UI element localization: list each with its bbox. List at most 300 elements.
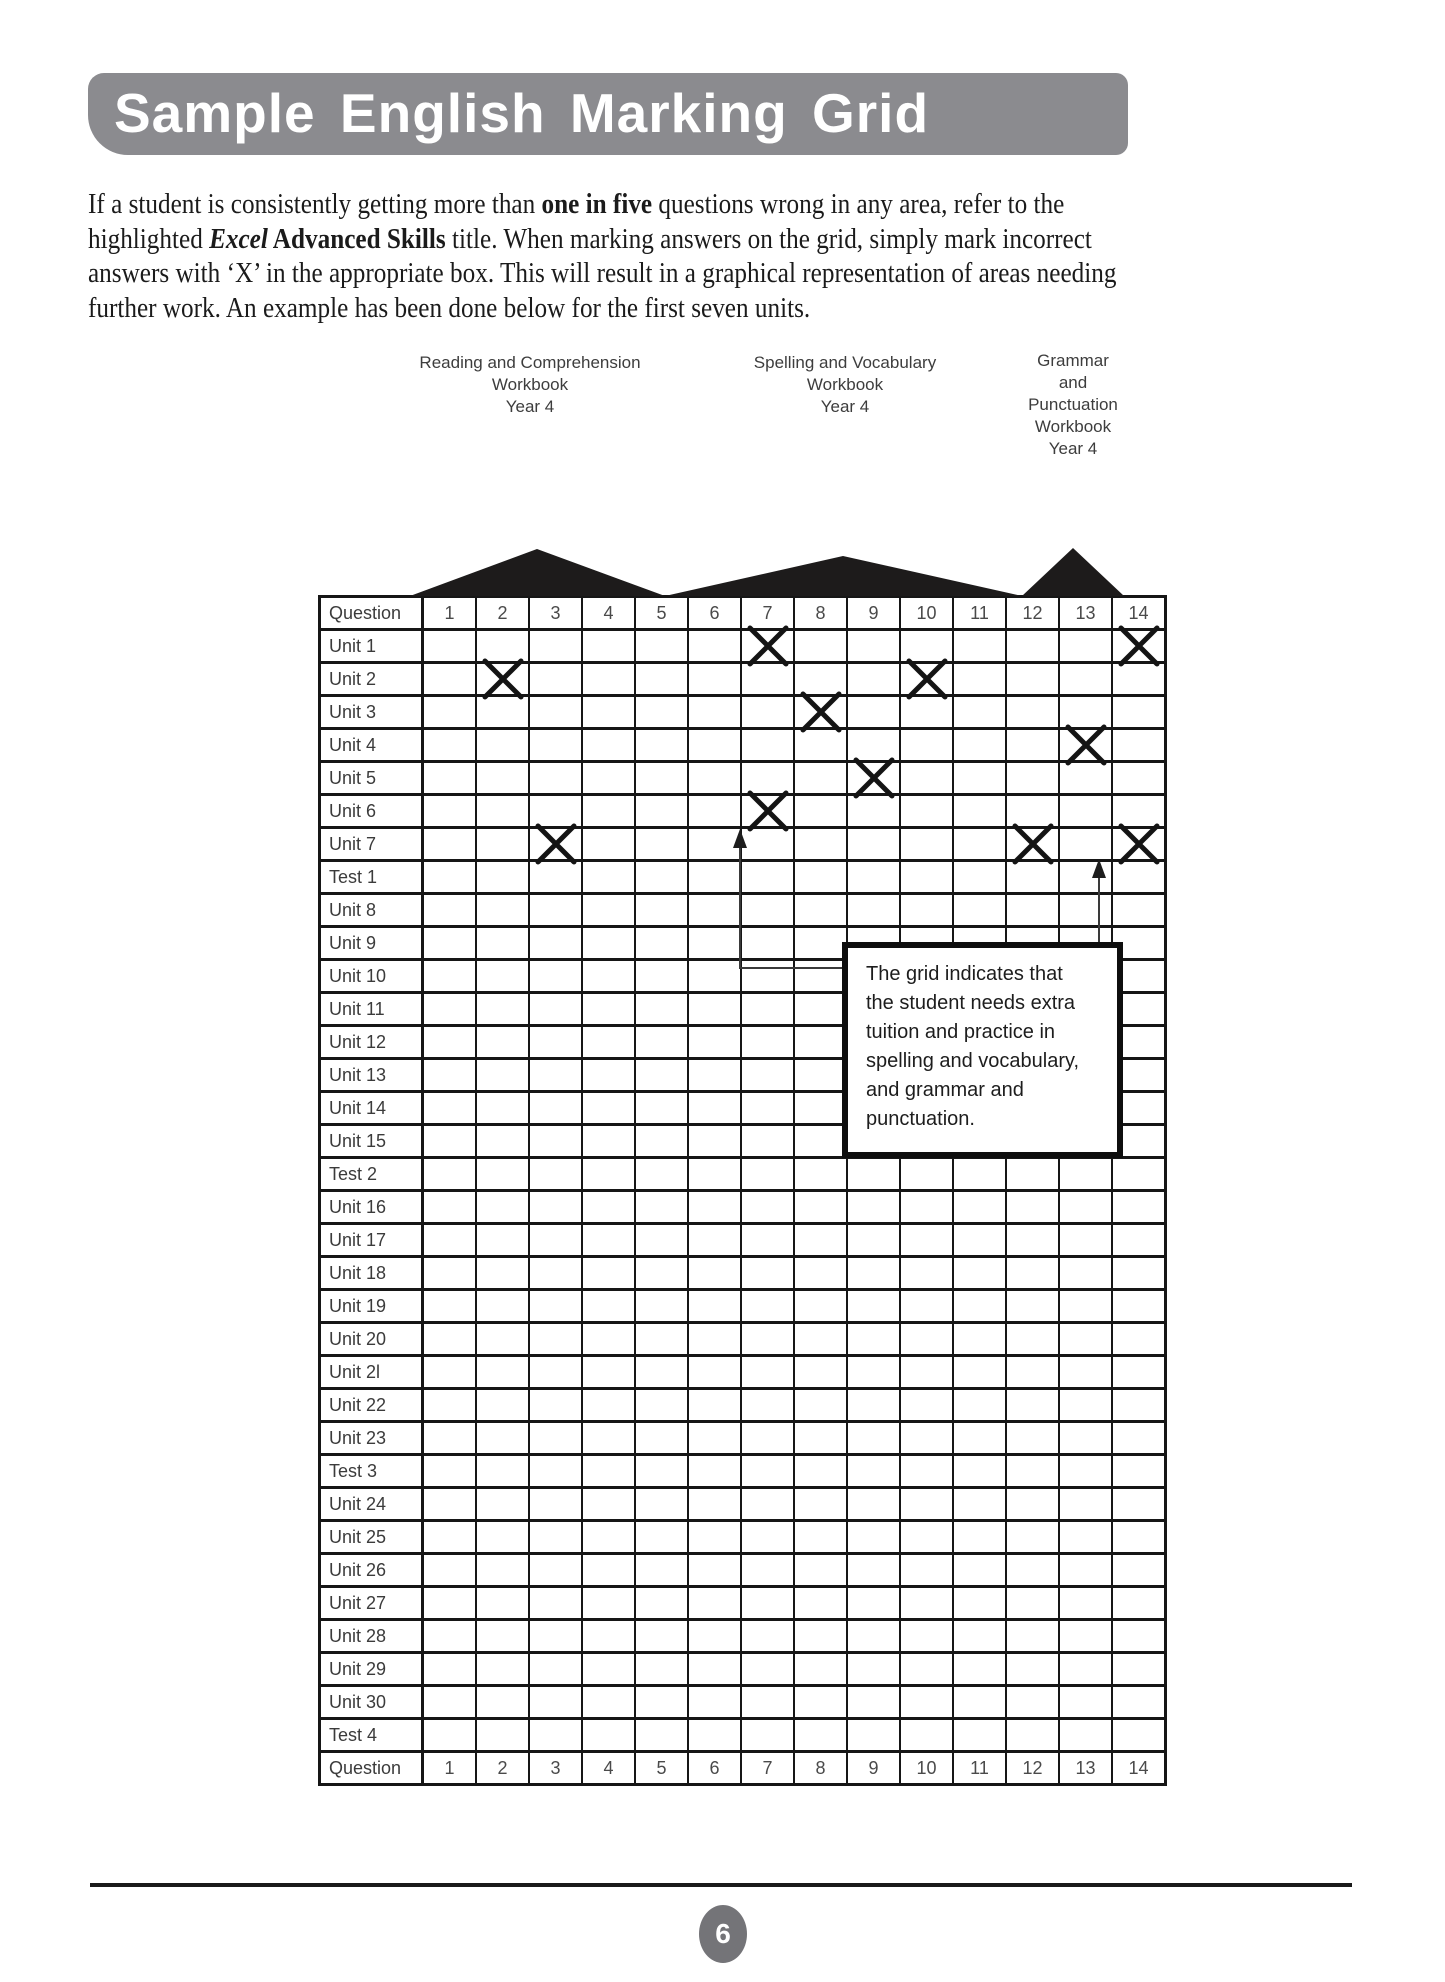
marking-grid-body [320,597,1166,1785]
grid-cell [953,630,1006,663]
grid-cell [635,1719,688,1752]
grid-cell [953,1389,1006,1422]
grid-cell [688,663,741,696]
table-row [320,663,1166,696]
grid-cell [847,1521,900,1554]
grid-cell [423,1587,477,1620]
grid-row-label: Unit 24 [320,1488,423,1521]
grid-cell [582,795,635,828]
grid-row-label: Test 4 [320,1719,423,1752]
grid-cell [900,1389,953,1422]
grid-cell [847,1719,900,1752]
grid-cell [688,1521,741,1554]
grid-cell [953,1257,1006,1290]
grid-cell [635,894,688,927]
grid-cell [1006,1356,1059,1389]
grid-cell [688,1389,741,1422]
grid-cell [1006,696,1059,729]
table-row [320,1455,1166,1488]
grid-cell [423,894,477,927]
grid-cell [635,1653,688,1686]
grid-column-header: 9 [847,1752,900,1785]
grid-cell [529,1719,582,1752]
grid-cell [847,663,900,696]
grid-cell [794,1092,847,1125]
grid-cell [847,1587,900,1620]
grid-column-header: 14 [1112,1752,1166,1785]
grid-cell [476,993,529,1026]
grid-cell [635,1587,688,1620]
grid-cell [847,1224,900,1257]
callout-text-line: the student needs extra [866,992,1076,1014]
grid-cell [635,795,688,828]
grid-column-header: 7 [741,597,794,630]
grid-cell [582,663,635,696]
grid-cell [582,1158,635,1191]
grid-cell [1059,894,1112,927]
grid-cell [953,1620,1006,1653]
grid-cell [1059,1422,1112,1455]
grid-column-header: 10 [900,1752,953,1785]
grid-cell [688,1587,741,1620]
grid-cell [953,828,1006,861]
grid-cell [847,1356,900,1389]
grid-cell [529,1257,582,1290]
grid-cell [794,1389,847,1422]
grid-cell [741,1620,794,1653]
grid-cell [794,1455,847,1488]
table-row [320,1719,1166,1752]
grid-cell [688,729,741,762]
grid-cell [476,960,529,993]
grid-cell [794,993,847,1026]
grid-corner-header: Question [320,1752,423,1785]
x-mark-icon [1116,822,1162,866]
grid-cell [741,696,794,729]
page-number: 6 [715,1918,731,1949]
grid-cell [1059,828,1112,861]
grid-cell [423,1686,477,1719]
table-row [320,1488,1166,1521]
grid-cell [1006,1257,1059,1290]
grid-cell [582,828,635,861]
grid-cell [741,729,794,762]
grid-cell [635,861,688,894]
page-number-badge [699,1905,747,1963]
grid-cell [741,1488,794,1521]
grid-cell [582,630,635,663]
table-row [320,1290,1166,1323]
grid-cell [953,1455,1006,1488]
grid-cell [635,630,688,663]
table-row [320,696,1166,729]
grid-row-label: Unit 3 [320,696,423,729]
grid-cell [794,795,847,828]
grid-cell [1006,1554,1059,1587]
grid-cell [476,861,529,894]
grid-cell [476,1125,529,1158]
grid-cell [476,1224,529,1257]
grid-cell [529,1323,582,1356]
grid-cell [1006,1686,1059,1719]
grid-cell [741,1686,794,1719]
grid-cell [794,1059,847,1092]
grid-cell [635,1455,688,1488]
grid-row-label: Unit 23 [320,1422,423,1455]
grid-cell [1059,1389,1112,1422]
grid-cell [741,894,794,927]
grid-cell [1112,1488,1166,1521]
grid-cell [582,927,635,960]
grid-column-header: 5 [635,597,688,630]
grid-column-header: 4 [582,597,635,630]
grid-cell [476,1488,529,1521]
grid-cell [900,795,953,828]
grid-column-header: 8 [794,597,847,630]
grid-cell [794,1026,847,1059]
grid-cell [529,762,582,795]
grid-cell [423,1554,477,1587]
grid-row-label: Unit 19 [320,1290,423,1323]
grid-column-header: 11 [953,1752,1006,1785]
grid-column-header: 2 [476,1752,529,1785]
grid-cell [741,1422,794,1455]
grid-cell [900,828,953,861]
grid-cell [529,1026,582,1059]
grid-cell [529,1290,582,1323]
grid-cell [423,960,477,993]
grid-cell [900,1653,953,1686]
grid-cell [741,1719,794,1752]
grid-cell [582,1224,635,1257]
grid-cell [582,1323,635,1356]
grid-cell [529,1191,582,1224]
grid-cell [423,1356,477,1389]
grid-cell [1006,1389,1059,1422]
grid-cell [688,1323,741,1356]
grid-cell [741,1224,794,1257]
grid-cell [635,1191,688,1224]
grid-cell [423,1653,477,1686]
grid-cell [953,795,1006,828]
grid-cell [847,1686,900,1719]
grid-cell [688,1422,741,1455]
grid-cell [953,861,1006,894]
grid-cell [1059,1455,1112,1488]
grid-cell [794,828,847,861]
grid-cell [688,1620,741,1653]
grid-cell [741,1455,794,1488]
workbook-label-line: Workbook [806,375,884,394]
grid-cell [900,1719,953,1752]
grid-cell [582,696,635,729]
grid-cell [529,993,582,1026]
grid-cell [476,828,529,861]
grid-row-label: Unit 12 [320,1026,423,1059]
grid-cell [900,1257,953,1290]
grid-cell [1006,729,1059,762]
grid-cell [1059,1257,1112,1290]
grid-cell [423,1125,477,1158]
grid-cell [794,894,847,927]
grid-cell [794,630,847,663]
grid-cell [635,1554,688,1587]
grid-cell [1112,696,1166,729]
grid-cell [900,729,953,762]
grid-cell [1006,1323,1059,1356]
grid-cell [529,1653,582,1686]
workbook-label-line: Workbook [1034,417,1112,436]
grid-cell [794,696,847,729]
grid-cell [1112,1455,1166,1488]
grid-cell [900,1488,953,1521]
grid-column-header: 11 [953,597,1006,630]
triangle-marker-spelling [665,556,1022,596]
table-row [320,1686,1166,1719]
grid-row-label: Unit 25 [320,1521,423,1554]
grid-cell [423,1323,477,1356]
grid-cell [1059,1554,1112,1587]
grid-cell [476,1455,529,1488]
table-row [320,1224,1166,1257]
workbook-label-line: Punctuation [1028,395,1118,414]
grid-cell [529,663,582,696]
grid-cell [529,1488,582,1521]
grid-cell [688,828,741,861]
grid-cell [794,1224,847,1257]
grid-cell [1059,1224,1112,1257]
grid-cell [741,1125,794,1158]
grid-cell [476,1356,529,1389]
grid-cell [741,1257,794,1290]
grid-cell [1006,1521,1059,1554]
grid-cell [688,1356,741,1389]
grid-cell [688,762,741,795]
grid-cell [476,1554,529,1587]
grid-cell [635,1257,688,1290]
grid-cell [900,1290,953,1323]
grid-column-header: 13 [1059,597,1112,630]
grid-cell [1006,1158,1059,1191]
grid-cell [582,861,635,894]
grid-cell [688,861,741,894]
grid-cell [423,993,477,1026]
x-mark-icon [851,756,897,800]
grid-cell [1006,1455,1059,1488]
table-row [320,1521,1166,1554]
grid-cell [1112,1719,1166,1752]
grid-cell [900,1356,953,1389]
grid-cell [1006,1290,1059,1323]
grid-cell [1112,1587,1166,1620]
grid-cell [953,1653,1006,1686]
grid-cell [1006,1719,1059,1752]
grid-cell [688,795,741,828]
workbook-label-line: Year 4 [820,397,870,416]
grid-cell [741,1059,794,1092]
grid-cell [953,1554,1006,1587]
grid-cell [741,927,794,960]
grid-cell [582,729,635,762]
workbook-label-line: Year 4 [505,397,555,416]
grid-cell [1006,630,1059,663]
grid-row-label: Test 1 [320,861,423,894]
grid-cell [688,1290,741,1323]
grid-cell [635,1158,688,1191]
workbook-label-line: Year 4 [1048,439,1098,458]
x-mark-icon [745,624,791,668]
table-row [320,894,1166,927]
grid-column-header: 10 [900,597,953,630]
grid-cell [635,1422,688,1455]
grid-cell [1112,630,1166,663]
grid-cell [423,1191,477,1224]
table-row [320,1587,1166,1620]
grid-cell [1112,1653,1166,1686]
grid-row-label: Unit 16 [320,1191,423,1224]
grid-cell [900,1620,953,1653]
grid-cell [476,1257,529,1290]
grid-column-header: 6 [688,1752,741,1785]
grid-cell [953,1323,1006,1356]
grid-cell [1112,729,1166,762]
grid-cell [476,1620,529,1653]
grid-column-header: 14 [1112,597,1166,630]
grid-cell [423,1620,477,1653]
callout-text-line: and grammar and [866,1079,1024,1101]
grid-row-label: Unit 7 [320,828,423,861]
grid-cell [476,729,529,762]
grid-cell [1059,1587,1112,1620]
grid-cell [1006,1620,1059,1653]
grid-cell [635,1488,688,1521]
grid-cell [688,1257,741,1290]
grid-cell [847,1158,900,1191]
grid-cell [741,1158,794,1191]
grid-cell [476,1521,529,1554]
grid-cell [529,729,582,762]
grid-cell [741,795,794,828]
grid-cell [688,1653,741,1686]
grid-cell [1112,828,1166,861]
grid-row-label: Unit 27 [320,1587,423,1620]
grid-cell [688,1488,741,1521]
grid-cell [688,894,741,927]
grid-cell [688,1686,741,1719]
table-row [320,1554,1166,1587]
grid-cell [794,762,847,795]
grid-cell [1059,630,1112,663]
grid-cell [794,1620,847,1653]
grid-row-label: Unit 2 [320,663,423,696]
grid-cell [847,1422,900,1455]
grid-cell [529,1455,582,1488]
grid-cell [847,1323,900,1356]
grid-cell [1059,1158,1112,1191]
grid-column-header: 3 [529,597,582,630]
grid-cell [635,927,688,960]
grid-cell [794,1191,847,1224]
grid-cell [688,1092,741,1125]
grid-cell [423,663,477,696]
grid-row-label: Unit 5 [320,762,423,795]
grid-cell [582,1092,635,1125]
callout-text-line: punctuation. [866,1108,975,1130]
grid-cell [529,960,582,993]
x-mark-icon [798,690,844,734]
grid-row-label: Unit 29 [320,1653,423,1686]
grid-cell [529,1356,582,1389]
grid-cell [688,1059,741,1092]
grid-cell [582,1686,635,1719]
grid-cell [953,1422,1006,1455]
grid-cell [953,1719,1006,1752]
grid-cell [900,1554,953,1587]
grid-cell [741,993,794,1026]
grid-cell [741,1026,794,1059]
grid-cell [847,861,900,894]
table-row [320,1389,1166,1422]
grid-row-label: Unit 6 [320,795,423,828]
workbook-label-spelling [695,352,995,418]
grid-cell [582,1026,635,1059]
grid-cell [953,1224,1006,1257]
grid-cell [688,1455,741,1488]
grid-cell [582,762,635,795]
grid-cell [1112,1158,1166,1191]
grid-cell [635,1125,688,1158]
grid-cell [529,894,582,927]
grid-cell [582,1719,635,1752]
grid-cell [529,1389,582,1422]
grid-cell [847,894,900,927]
grid-cell [953,894,1006,927]
grid-cell [688,1224,741,1257]
grid-cell [794,960,847,993]
grid-cell [1059,1191,1112,1224]
grid-cell [900,894,953,927]
grid-cell [635,1323,688,1356]
grid-cell [529,1092,582,1125]
grid-cell [476,762,529,795]
grid-cell [1059,1719,1112,1752]
grid-cell [688,993,741,1026]
grid-row-label: Unit 10 [320,960,423,993]
grid-cell [1059,1488,1112,1521]
grid-header-row [320,597,1166,630]
grid-column-header: 12 [1006,597,1059,630]
grid-header-row [320,1752,1166,1785]
grid-cell [688,960,741,993]
grid-cell [741,1389,794,1422]
grid-cell [741,1521,794,1554]
grid-column-header: 13 [1059,1752,1112,1785]
grid-cell [953,1587,1006,1620]
grid-cell [688,696,741,729]
grid-row-label: Unit 22 [320,1389,423,1422]
grid-cell [635,1026,688,1059]
grid-cell [423,1719,477,1752]
grid-cell [635,1521,688,1554]
grid-cell [529,696,582,729]
grid-cell [635,696,688,729]
grid-cell [529,1224,582,1257]
grid-cell [900,861,953,894]
grid-cell [1112,1620,1166,1653]
grid-column-header: 1 [423,597,477,630]
grid-cell [1112,1422,1166,1455]
grid-column-header: 4 [582,1752,635,1785]
